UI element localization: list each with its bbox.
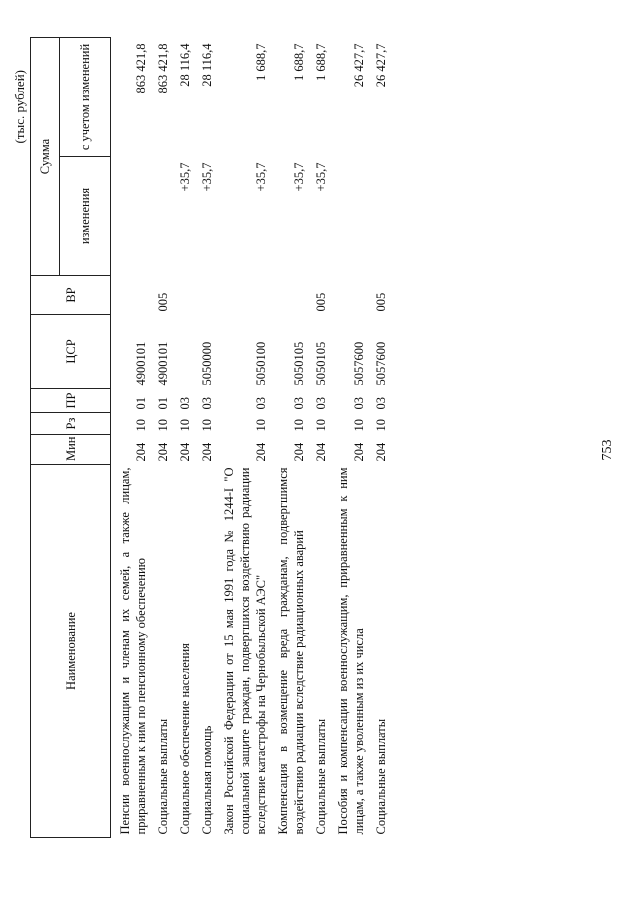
row-csr: 5057600 [352,341,366,386]
row-pr: 03 [200,397,214,410]
header-vr: ВР [31,276,111,315]
row-min: 204 [292,442,306,462]
table-row [155,38,171,838]
row-min: 204 [134,442,148,462]
row-name: Социальные выплаты [374,718,388,835]
row-rz: 10 [374,419,388,432]
row-rz: 10 [156,419,170,432]
row-name: Компенсация в возмещение вреда гражданам, подвергшимся воздействию радиации вследствие радиационных аварий [276,467,306,835]
table-row [177,38,193,838]
row-total: 1 688,7 [314,43,328,81]
table-body [111,38,390,838]
header-sum-group: Сумма [31,38,60,276]
row-name: Социальные выплаты [314,718,328,835]
row-vr [199,276,215,315]
row-name: Пособия и компенсации военнослужащим, приравненным к ним лицам, а также уволенным из их числа [336,467,366,835]
row-csr: 5057600 [374,341,388,386]
row-change: +35,7 [292,162,306,192]
row-vr [117,276,149,315]
row-vr: 005 [374,292,388,312]
row-min: 204 [156,442,170,462]
row-pr: 03 [352,397,366,410]
row-min: 204 [200,442,214,462]
row-vr [221,276,269,315]
row-min: 204 [254,442,268,462]
row-total: 1 688,7 [292,43,306,81]
row-min: 204 [374,442,388,462]
row-name: Пенсии военнослужащим и членам их семей, а также лицам, приравненным к ним по пенсионному обеспечению [118,467,148,835]
row-rz: 10 [200,419,214,432]
row-vr [335,276,367,315]
row-change [117,157,149,276]
row-pr: 03 [314,397,328,410]
row-name: Закон Российской Федерации от 15 мая 1991 года № 1244-I "О социальной защите граждан, подвергшихся воздействию радиации вследствие катастрофы на Чернобыльской АЭС" [222,467,268,835]
table-row [275,38,307,838]
row-rz: 10 [352,419,366,432]
page-number: 753 [600,439,615,461]
header-pr: ПР [31,389,111,413]
row-rz: 10 [178,419,192,432]
table-row [335,38,367,838]
row-change: +35,7 [314,162,328,192]
table-row [199,38,215,838]
row-change: +35,7 [254,162,268,192]
row-vr [177,276,193,315]
row-total: 26 427,7 [374,43,388,88]
row-pr: 03 [374,397,388,410]
row-change: +35,7 [178,162,192,192]
header-name: Наименование [31,465,111,838]
row-csr: 4900101 [134,341,148,386]
row-csr: 5050100 [254,341,268,386]
row-csr [177,315,193,389]
header-changes: изменения [60,157,111,276]
row-name: Социальное обеспечение населения [178,643,192,835]
row-change [373,157,389,276]
header-csr: ЦСР [31,315,111,389]
row-change: +35,7 [200,162,214,192]
table-row [313,38,329,838]
row-change [335,157,367,276]
row-total: 28 116,4 [178,43,192,87]
row-rz: 10 [254,419,268,432]
row-rz: 10 [292,419,306,432]
row-pr: 03 [254,397,268,410]
row-csr: 5050105 [292,341,306,386]
row-pr: 01 [134,397,148,410]
row-vr [275,276,307,315]
table-row [373,38,389,838]
row-csr: 4900101 [156,341,170,386]
row-min: 204 [352,442,366,462]
row-total: 863 421,8 [134,43,148,94]
row-pr: 03 [178,397,192,410]
row-total: 26 427,7 [352,43,366,88]
row-rz: 10 [134,419,148,432]
table-row [221,38,269,838]
row-total: 863 421,8 [156,43,170,94]
row-min: 204 [314,442,328,462]
row-total: 28 116,4 [200,43,214,87]
row-rz: 10 [314,419,328,432]
row-csr: 5050000 [200,341,214,386]
row-change [155,157,171,276]
row-name: Социальные выплаты [156,718,170,835]
budget-table [30,37,389,838]
header-rz: Рз [31,413,111,435]
row-name: Социальная помощь [200,725,214,835]
table-row [117,38,149,838]
row-vr: 005 [156,292,170,312]
row-pr: 03 [292,397,306,410]
row-total: 1 688,7 [254,43,268,81]
row-pr: 01 [156,397,170,410]
header-with-changes: с учетом изменений [60,38,111,157]
row-csr: 5050105 [314,341,328,386]
header-min: Мин [31,435,111,465]
row-min: 204 [178,442,192,462]
units-note: (тыс. рублей) [12,70,27,144]
row-vr: 005 [314,292,328,312]
